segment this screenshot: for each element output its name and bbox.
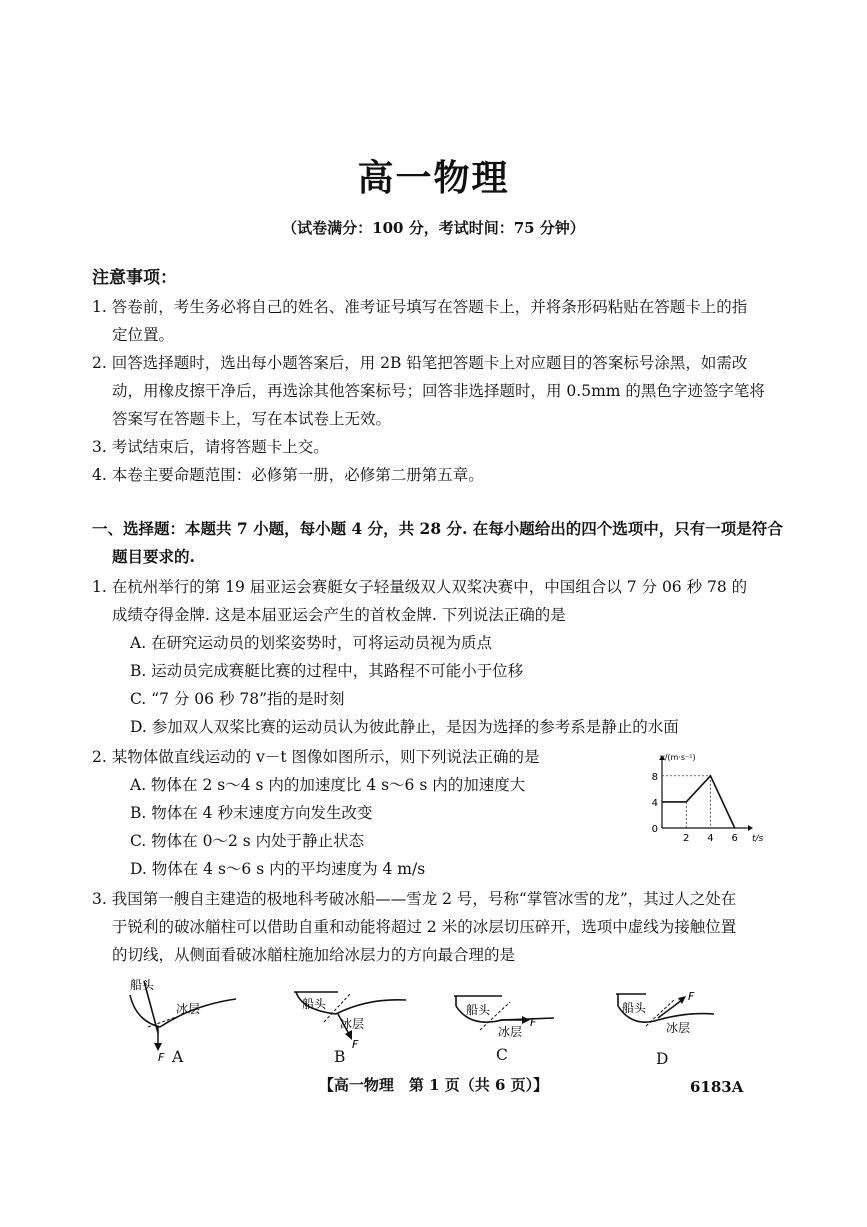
page-title: 高一物理 [357,157,510,199]
question-2-option-c: C. 物体在 0～2 s 内处于静止状态 [130,832,365,850]
y-tick-label: 8 [651,771,658,783]
question-1-option-b: B. 运动员完成赛艇比赛的过程中，其路程不可能小于位移 [130,662,524,680]
bow-label: 船头 [302,997,327,1011]
notice-line: 答案写在答题卡上，写在本试卷上无效。 [112,410,392,428]
x-tick-label: 4 [707,833,714,844]
velocity-time-chart [640,752,764,852]
question-2-stem: 2. 某物体做直线运动的 v－t 图像如图所示，则下列说法正确的是 [92,748,540,766]
exam-info: （试卷满分：100 分，考试时间：75 分钟） [282,219,585,237]
question-2-option-b: B. 物体在 4 秒末速度方向发生改变 [130,804,373,822]
y-axis-label: v/(m·s⁻¹) [660,753,696,762]
question-3-stem: 3. 我国第一艘自主建造的极地科考破冰船——雪龙 2 号，号称“掌管冰雪的龙”，其过人之处在 [92,890,737,908]
ice-label: 冰层 [340,1017,365,1031]
figure-option-c [450,990,560,1040]
ice-label: 冰层 [666,1021,691,1035]
force-label: F [688,990,695,1003]
x-axis-label: t/s [752,834,764,844]
question-2-option-a: A. 物体在 2 s～4 s 内的加速度比 4 s～6 s 内的加速度大 [130,776,526,794]
notice-line: 1. 答卷前，考生务必将自己的姓名、准考证号填写在答题卡上，并将条形码粘贴在答题卡上的指 [92,298,748,316]
question-3-stem: 于锐利的破冰艏柱可以借助自重和动能将超过 2 米的冰层切压碎开，选项中虚线为接触位置 [112,918,737,936]
force-label: F [158,1051,165,1064]
bow-label: 船头 [466,1003,491,1017]
x-tick-label: 6 [731,833,738,844]
question-1-option-a: A. 在研究运动员的划桨姿势时，可将运动员视为质点 [130,634,493,652]
question-1-option-c: C. “7 分 06 秒 78”指的是时刻 [130,690,345,708]
x-tick-label: 2 [683,833,690,844]
notice-line: 4. 本卷主要命题范围：必修第一册，必修第二册第五章。 [92,466,484,484]
force-label: F [530,1016,537,1029]
ice-label: 冰层 [176,1002,201,1016]
notice-heading: 注意事项： [92,268,177,288]
section-heading: 一、选择题：本题共 7 小题，每小题 4 分，共 28 分. 在每小题给出的四个选项中，只有一项是符合 [92,519,783,538]
paper-code: 6183A [690,1078,744,1096]
figure-option-d [612,984,722,1044]
notice-line: 2. 回答选择题时，选出每小题答案后，用 2B 铅笔把答题卡上对应题目的答案标号涂黑，如需改 [92,354,748,372]
ice-label: 冰层 [498,1025,523,1039]
notice-line: 动，用橡皮擦干净后，再选涂其他答案标号；回答非选择题时，用 0.5mm 的黑色字迹签字笔将 [112,382,765,400]
section-heading-cont: 题目要求的. [112,547,195,566]
force-label: F [352,1038,359,1051]
bow-label: 船头 [130,978,155,992]
figure-caption-d: D [656,1050,669,1068]
figure-option-b [288,980,418,1050]
notice-line: 定位置。 [112,326,175,344]
notice-line: 3. 考试结束后，请将答题卡上交。 [92,438,329,456]
bow-label: 船头 [622,1001,647,1015]
question-2-option-d: D. 物体在 4 s～6 s 内的平均速度为 4 m/s [130,860,426,878]
question-3-stem: 的切线，从侧面看破冰艏柱施加给冰层力的方向最合理的是 [112,946,516,964]
question-1-stem: 成绩夺得金牌. 这是本届亚运会产生的首枚金牌. 下列说法正确的是 [112,606,566,624]
y-tick-label: 0 [651,824,658,835]
question-1-option-d: D. 参加双人双桨比赛的运动员认为彼此静止，是因为选择的参考系是静止的水面 [130,718,679,736]
velocity-series-line [662,776,735,828]
x-axis-arrow [748,825,753,831]
figure-caption-c: C [496,1046,508,1064]
question-1-stem: 1. 在杭州举行的第 19 届亚运会赛艇女子轻量级双人双桨决赛中，中国组合以 7 分 06 秒 78 的 [92,578,748,596]
figure-caption-a: A [172,1048,184,1066]
figure-caption-b: B [334,1048,346,1066]
y-tick-label: 4 [651,797,658,809]
page-footer: 【高一物理 第 1 页（共 6 页）】 [318,1076,549,1094]
